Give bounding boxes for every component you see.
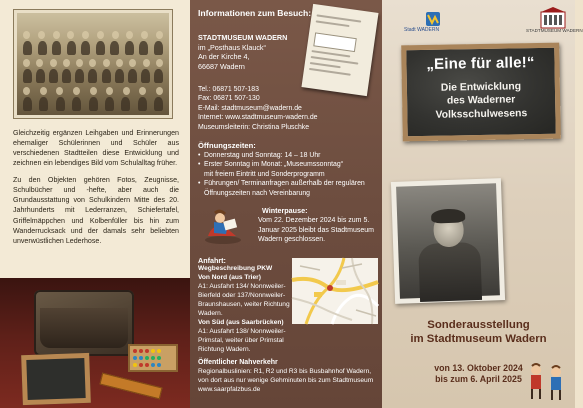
location-map — [292, 258, 378, 324]
fax: Fax: 06871 507-130 — [198, 95, 260, 103]
subtitle-line: Volksschulwesens — [435, 107, 528, 121]
school-items-photo — [0, 278, 190, 408]
info-panel — [190, 0, 382, 408]
opening-hours-heading: Öffnungszeiten: — [198, 141, 256, 150]
museum-name: STADTMUSEUM WADERN — [198, 33, 288, 42]
from-north-heading: Von Nord (aus Trier) — [198, 273, 261, 281]
stadtmuseum-logo-text: STADTMUSEUM WADERN — [526, 28, 583, 33]
email-link[interactable]: E-Mail: stadtmuseum@wadern.de — [198, 104, 302, 112]
photo-row — [23, 31, 163, 39]
stadt-wadern-logo-text: Stadt WADERN — [404, 27, 440, 33]
exhibition-subtitle — [407, 80, 556, 123]
hours-item: • Donnerstag und Sonntag: 14 – 18 Uhr — [198, 151, 378, 160]
exhibition-title: „Eine für alle!“ — [426, 54, 535, 73]
abacus-image — [128, 344, 178, 372]
directions-heading: Anfahrt: — [198, 256, 226, 265]
museum-building: im „Posthaus Klauck“ — [198, 42, 266, 52]
from-south-heading: Von Süd (aus Saarbrücken) — [198, 318, 284, 326]
museum-marker-icon — [327, 285, 333, 291]
subtitle-line: Die Entwicklung — [440, 81, 522, 94]
old-letter-image — [301, 4, 378, 96]
hours-item-detail: Öffnungszeiten nach Vereinbarung — [204, 189, 310, 197]
website-link[interactable]: Internet: www.stadtmuseum-wadern.de — [198, 114, 318, 122]
exhibition-line: Sonderausstellung — [427, 319, 530, 331]
subtitle-line: des Waderner — [446, 94, 516, 107]
intro-paragraph-1: Gleichzeitig ergänzen Leihgaben und Erinnerungen ehemaliger Schülerinnen und Schüler aus verschiedenen Stadtteilen diese Entwicklung und zeichnen ein lebendiges Bild vom Schulalltag früher. — [13, 129, 179, 168]
cover-panel — [382, 0, 583, 408]
museum-director: Museumsleiterin: Christina Pluschke — [198, 123, 310, 131]
directions-text — [198, 265, 290, 355]
end-date: bis zum 6. April 2025 — [435, 374, 522, 385]
chalkboard — [401, 43, 561, 142]
public-transport-text: Regionalbuslinien: R1, R2 und R3 bis Busbahnhof Wadern, von dort aus nur wenige Gehminuten bis zum Stadtmuseum www.saarpfalzbus.de — [198, 368, 374, 393]
stadtmuseum-logo — [538, 6, 568, 30]
class-photo — [14, 10, 172, 118]
special-exhibition-title — [382, 318, 575, 347]
intro-text — [13, 128, 179, 253]
museum-city: 66687 Wadern — [198, 61, 245, 71]
left-panel — [0, 0, 190, 408]
children-illustration-icon — [522, 360, 572, 404]
museum-street: An der Kirche 4, — [198, 52, 250, 62]
contact-info — [198, 85, 318, 132]
stadt-wadern-logo — [418, 10, 446, 28]
winter-break-text: Vom 22. Dezember 2024 bis zum 5. Januar 2025 bleibt das Stadtmuseum Wadern geschlossen. — [258, 217, 374, 244]
hours-item-detail: mit freiem Eintritt und Sonderprogramm — [204, 170, 325, 178]
exhibition-line: im Stadtmuseum Wadern — [410, 333, 547, 346]
hours-item: • Führungen/ Terminanfragen außerhalb der regulären — [198, 179, 378, 188]
slate-image — [21, 353, 91, 405]
schoolboy-photo — [391, 178, 505, 304]
car-directions-heading: Wegbeschreibung PKW — [198, 265, 273, 272]
from-south-text: A1: Ausfahrt 138/ Nonnweiler-Primstal, weiter über Primstal Richtung Wadern. — [198, 327, 286, 353]
intro-paragraph-2: Zu den Objekten gehören Fotos, Zeugnisse, Schulbücher und -hefte, aber auch die Grundausstattung von Schulkindern Mitte des 20. Jahrhunderts mit Lederranzen, Schiefertafel, Griffelmäppchen und Kolbenfüller bis hin zum Wanderrucksack und der damals sehr beliebten unverwüstlichen Lederhose. — [13, 176, 179, 245]
winter-break-heading: Winterpause: — [262, 206, 308, 215]
opening-hours-list — [198, 151, 378, 198]
phone: Tel.: 06871 507-183 — [198, 86, 259, 93]
visit-heading: Informationen zum Besuch: — [198, 8, 312, 18]
pencil-case-image — [99, 373, 162, 400]
public-transport-heading: Öffentlicher Nahverkehr — [198, 359, 278, 366]
from-north-text: A1: Ausfahrt 134/ Nonnweiler-Bierfeld oder 137/Nonnweiler-Braunshausen, weiter Richtung Wadern. — [198, 282, 290, 317]
start-date: von 13. Oktober 2024 — [434, 363, 523, 373]
museum-address — [198, 33, 287, 71]
reading-child-icon — [202, 206, 244, 246]
hours-item: • Erster Sonntag im Monat: „Museumssonntag“ — [198, 160, 378, 169]
